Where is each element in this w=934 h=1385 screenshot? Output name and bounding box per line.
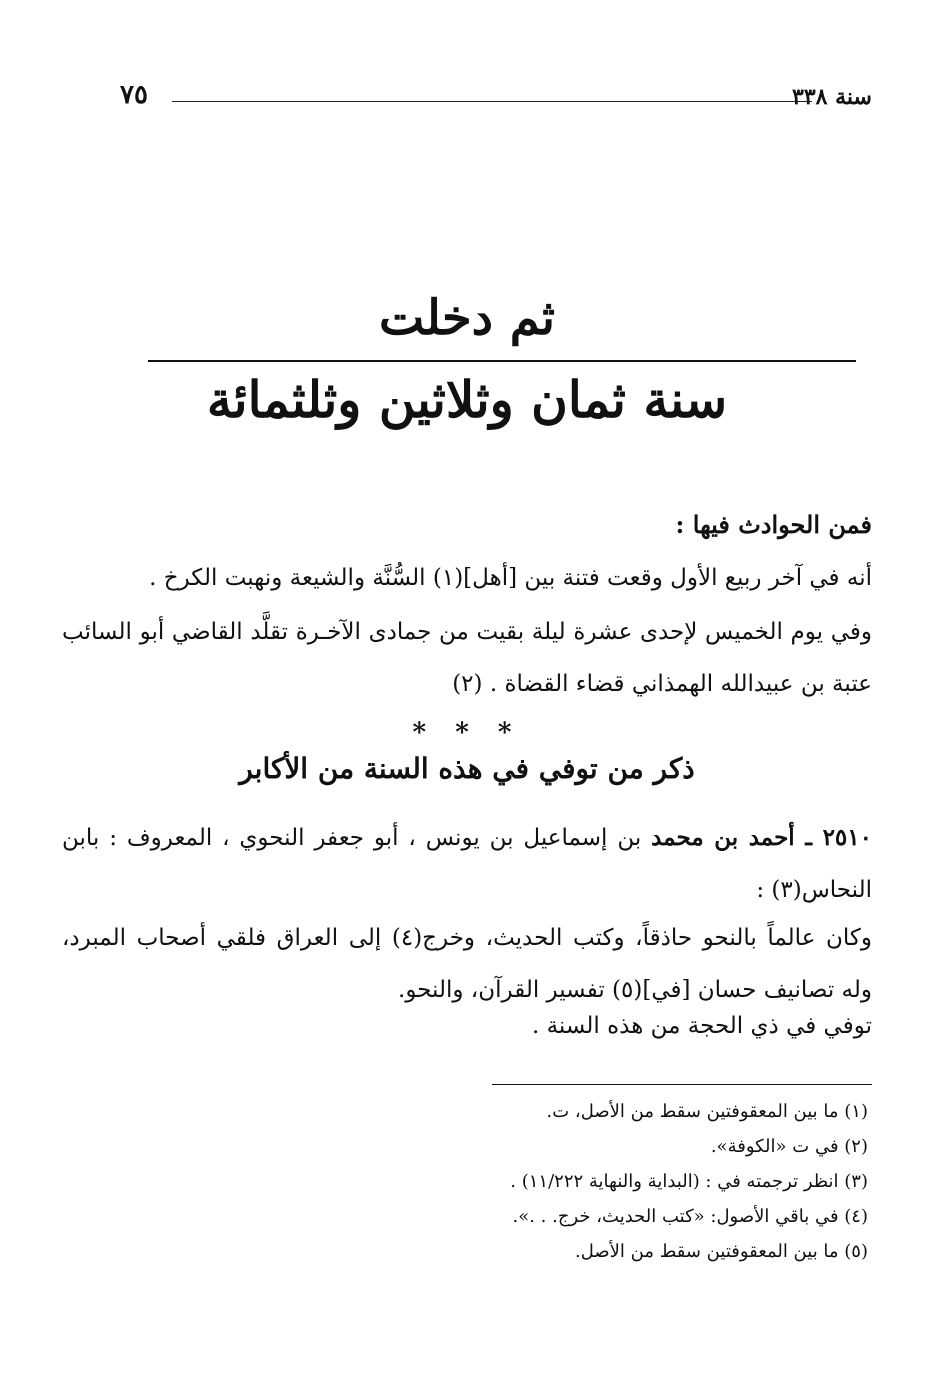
footnote-2: (٢) في ت «الكوفة».	[710, 1136, 868, 1157]
year-heading-rule	[148, 360, 856, 362]
page-number: ٧٥	[120, 80, 148, 110]
biography-entry	[62, 812, 872, 916]
footnote-3: (٣) انظر ترجمته في : (البداية والنهاية ١١/٢٢٢) .	[510, 1171, 868, 1192]
year-heading-line1: ثم دخلت	[378, 290, 556, 346]
entry-description: بن إسماعيل بن يونس ، أبو جعفر النحوي ، المعروف : بابن النحاس(٣) :	[62, 825, 872, 903]
biography-paragraph-2: توفي في ذي الحجة من هذه السنة .	[531, 1013, 872, 1039]
footnotes	[68, 1094, 868, 1269]
footnote-5: (٥) ما بين المعقوفتين سقط من الأصل.	[575, 1241, 868, 1262]
events-paragraph-2: وفي يوم الخميس لإحدى عشرة ليلة بقيت من جمادى الآخـرة تقلَّد القاضي أبو السائب عتبة بن عبيدالله الهمذاني قضاء القضاة . (٢)	[62, 619, 872, 697]
footnote-4: (٤) في باقي الأصول: «كتب الحديث، خرج. . .».	[512, 1206, 868, 1227]
entry-number-name: ٢٥١٠ ـ أحمد بن محمد	[651, 824, 872, 851]
biography-paragraph-1: وكان عالماً بالنحو حاذقاً، وكتب الحديث، وخرج(٤) إلى العراق فلقي أصحاب المبرد، وله تصانيف حسان [في](٥) تفسير القرآن، والنحو.	[62, 925, 872, 1003]
header-rule	[172, 101, 812, 102]
year-heading-line2: سنة ثمان وثلاثين وثلثمائة	[206, 370, 728, 429]
running-header-title: سنة ٣٣٨	[792, 84, 872, 110]
events-heading: فمن الحوادث فيها :	[675, 510, 872, 539]
events-paragraph-1: أنه في آخر ربيع الأول وقعت فتنة بين [أهل](١) السُّنَّة والشيعة ونهبت الكرخ .	[149, 565, 872, 591]
deaths-heading: ذكر من توفي في هذه السنة من الأكابر	[239, 752, 695, 785]
section-separator: * * *	[412, 718, 522, 748]
footnote-1: (١) ما بين المعقوفتين سقط من الأصل، ت.	[546, 1101, 868, 1122]
footnote-rule	[492, 1084, 872, 1085]
